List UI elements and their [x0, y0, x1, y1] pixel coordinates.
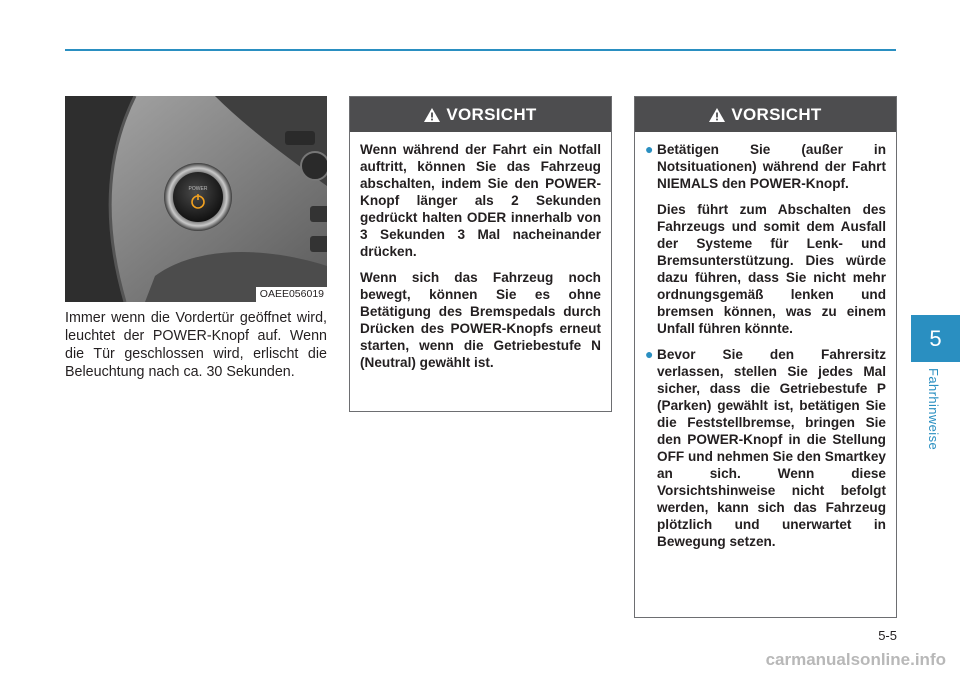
caution-title: VORSICHT [446, 104, 537, 124]
caution-paragraph: Wenn während der Fahrt ein Notfall auftritt, können Sie das Fahrzeug abschalten, indem Sie den POWER-Knopf länger als 2 Sekunden gedrückt halten ODER innerhalb von 3 Sekunden 3 Mal nacheinander drücken. [360, 142, 601, 259]
chapter-label: Fahrhinweise [926, 368, 941, 451]
power-button-icon [164, 163, 232, 231]
caution-bullet: ● Bevor Sie den Fahrersitz verlassen, stellen Sie jedes Mal sicher, dass die Getriebestufe P (Parken) gewählt ist, betätigen Sie die Feststellbremse, bringen Sie den POWER-Knopf in die Stellung OFF und nehmen Sie den Smartkey an sich. Wenn diese Vorsichtshinweise nicht befolgt werden, kann sich das Fahrzeug plötzlich und unerwartet in Bewegung setzen. [645, 346, 886, 549]
caution-box-2 [634, 96, 897, 618]
bullet-icon: ● [645, 141, 654, 157]
caution-header [635, 97, 896, 132]
power-button-photo [65, 96, 327, 302]
watermark: carmanualsonline.info [765, 650, 946, 669]
figure-power-button [65, 96, 327, 302]
body-paragraph: Immer wenn die Vordertür geöffnet wird, leuchtet der POWER-Knopf auf. Wenn die Tür geschlossen wird, erlischt die Beleuchtung nach ca. 30 Sekunden. [65, 310, 327, 380]
warning-icon [709, 108, 725, 122]
figure-code: OAEE056019 [256, 287, 327, 302]
warning-icon [424, 108, 440, 122]
caution-paragraph: Wenn sich das Fahrzeug noch bewegt, können Sie es ohne Betätigung des Bremspedals durch Drücken des POWER-Knopfs erneut starten, wenn die Getriebestufe N (Neutral) gewählt ist. [360, 270, 601, 370]
caution-box-1 [349, 96, 612, 412]
caution-bullet: ● Betätigen Sie (außer in Notsituationen) während der Fahrt NIEMALS den POWER-Knopf. [645, 141, 886, 191]
caution-header [350, 97, 611, 132]
caution-sub-paragraph: Dies führt zum Abschalten des Fahrzeugs und somit dem Ausfall der Systeme für Lenk- und Bremsunterstützung. Dies würde dazu führen, dass Sie nicht mehr ordnungsgemäß lenken und bremsen können, was zu einem Unfall führen könnte. [657, 202, 886, 336]
top-rule [65, 49, 896, 51]
bullet-icon: ● [645, 346, 654, 362]
page-number: 5-5 [878, 628, 897, 643]
caution-title: VORSICHT [731, 104, 822, 124]
chapter-tab: 5 [911, 315, 960, 362]
svg-text:POWER: POWER [188, 186, 208, 192]
